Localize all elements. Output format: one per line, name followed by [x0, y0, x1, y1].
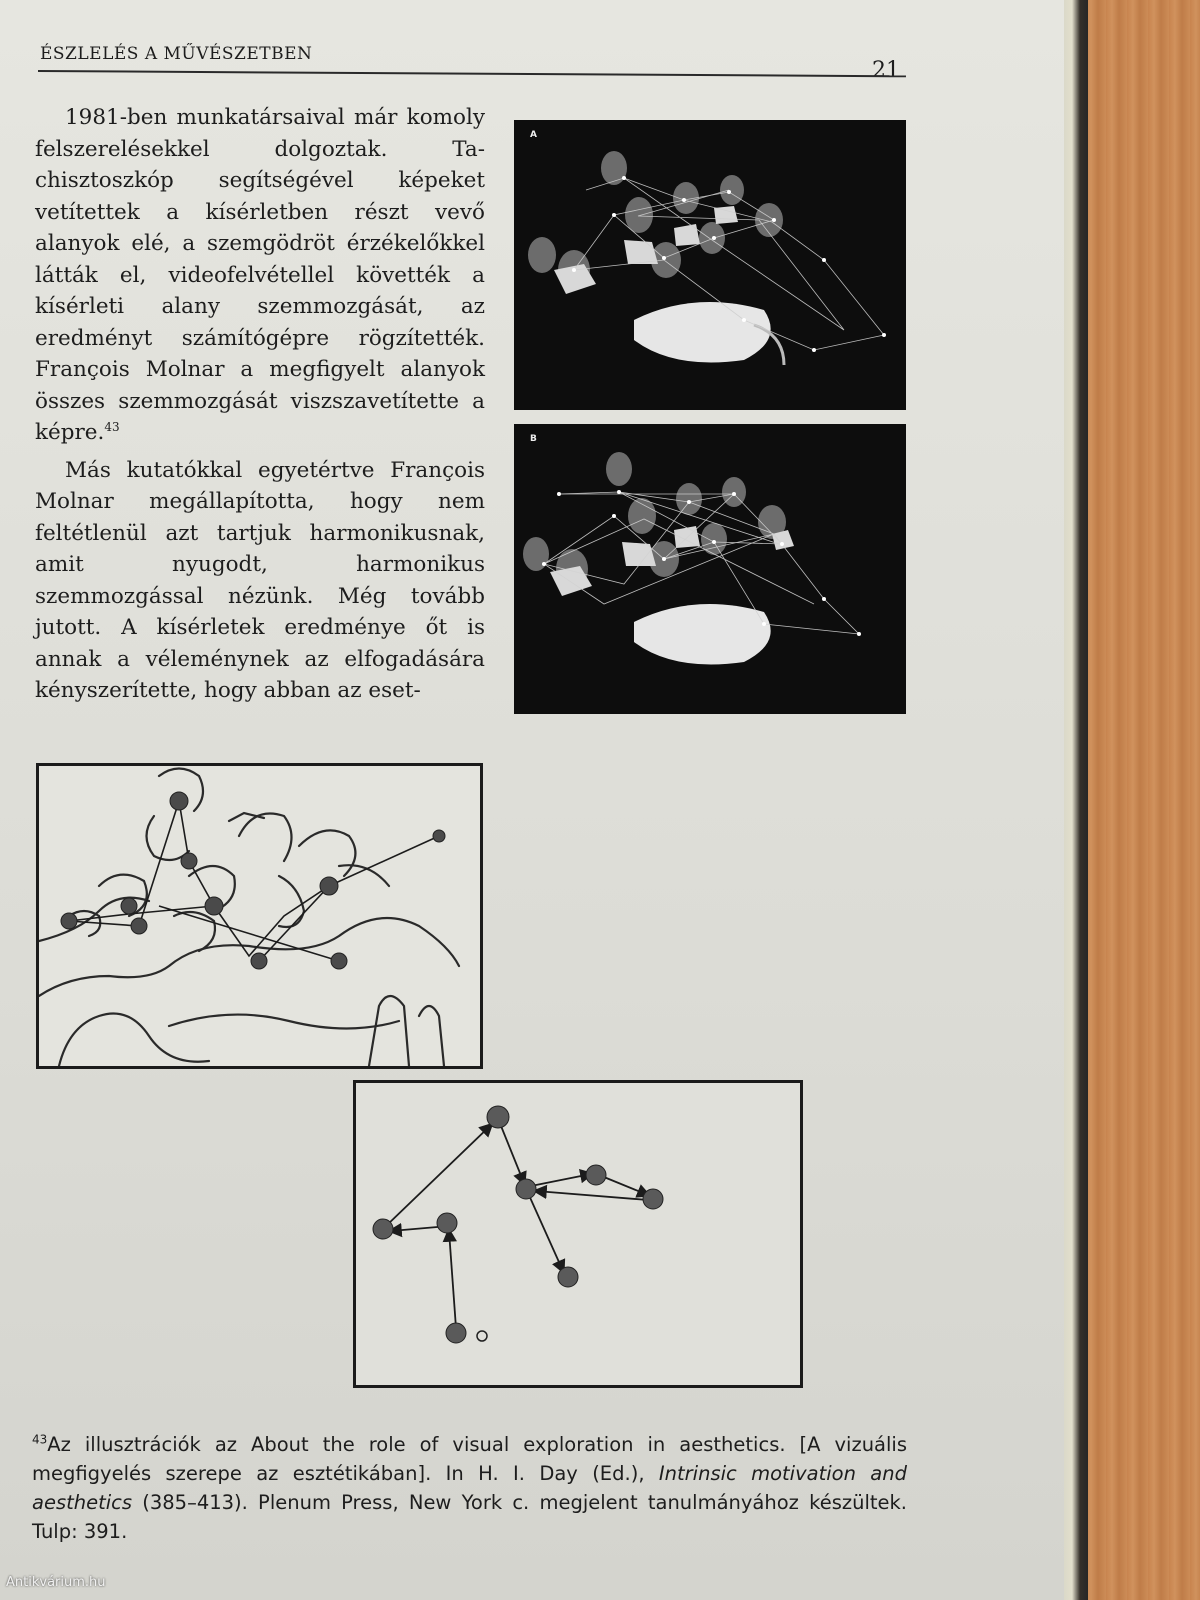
fixation-path-diagram — [353, 1080, 803, 1388]
photo-b-label: B — [530, 434, 537, 444]
eye-tracking-photo-a — [514, 120, 906, 410]
paragraph: Más kutatókkal egyetértve François Molnar megállapította, hogy nem feltétlenül azt tartjuk harmonikusnak, amit nyugodt, harmonikus szemmozgással nézünk. Még tovább jutott. A kísérletek eredménye őt is annak a véleménynek az elfogadására kényszerítette, hogy abban az eset- — [35, 457, 485, 703]
footnote-number: 43 — [32, 1432, 48, 1447]
photo-a-image — [514, 120, 906, 410]
paragraph — [35, 102, 485, 449]
paragraph-1-text: 1981-ben munkatársaival már komoly felszerelésekkel dolgoztak. Tachisztoszkóp segítségével képeket vetítettek a kísérletben részt vevő alanyok elé, a szemgödröt érzékelőkkel látták el, videofelvétellel követték a kísérleti alany szemmozgását, az eredményt számítógépre rögzítették. François Molnar a megfigyelt alanyok összes szemmozgását viszszavetítette a képre. — [35, 105, 485, 445]
body-text — [35, 102, 485, 707]
header-rule — [38, 70, 906, 77]
wooden-background — [1085, 0, 1200, 1600]
line-sketch-figure — [36, 763, 483, 1069]
page-edge — [1062, 0, 1088, 1600]
photo-b-image — [514, 424, 906, 714]
footnote-text-end: (385–413). Plenum Press, New York c. megjelent tanulmányához készültek. Tulp: 391. — [32, 1491, 907, 1543]
sketch-drawing — [39, 766, 480, 1066]
fixation-path-drawing — [356, 1083, 800, 1385]
page-number: 21 — [872, 58, 900, 83]
watermark: Antikvárium.hu — [6, 1575, 106, 1590]
running-head: ÉSZLELÉS A MŰVÉSZETBEN — [40, 44, 313, 64]
footnote — [32, 1430, 907, 1546]
footnote-reference: 43 — [104, 419, 120, 434]
eye-tracking-photo-b — [514, 424, 906, 714]
footnote-book-title: Intrinsic motivation and aesthetics — [32, 1462, 907, 1514]
photo-a-label: A — [530, 130, 537, 140]
footnote-text: Az illusztrációk az About the role of visual exploration in aesthetics. [A vizuális megfigyelés szerepe az esztétikában]. In H. I. Day (Ed.), — [32, 1433, 907, 1485]
